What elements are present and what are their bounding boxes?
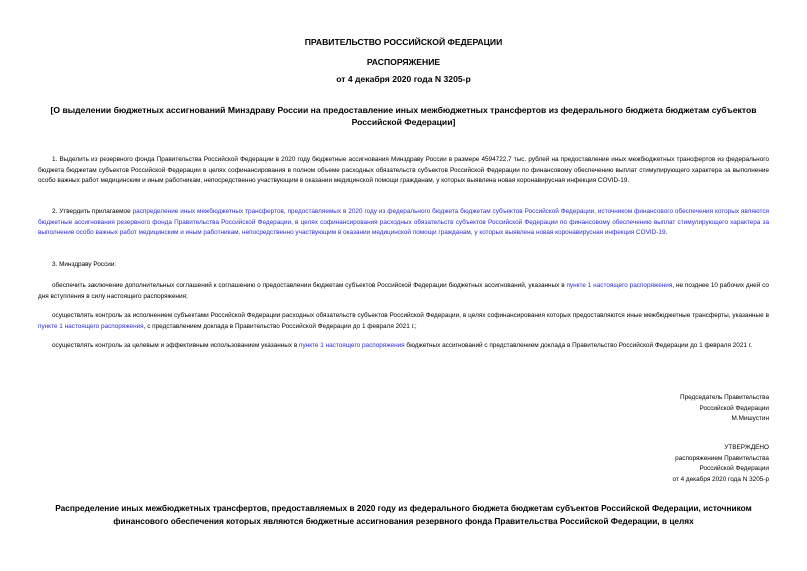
government-heading: ПРАВИТЕЛЬСТВО РОССИЙСКОЙ ФЕДЕРАЦИИ: [304, 37, 503, 47]
clause-1-link[interactable]: пункте 1 настоящего распоряжения: [38, 322, 144, 330]
paragraph-6: [38, 341, 769, 352]
approval-block: [672, 443, 769, 485]
signature-name: М.Мишустин: [731, 415, 769, 422]
paragraph-6-prefix: осуществлять контроль за целевым и эффективным использованием указанных в: [52, 342, 300, 349]
paragraph-2: [38, 207, 769, 239]
approval-heading: УТВЕРЖДЕНО: [724, 444, 769, 451]
paragraph-4: [38, 281, 769, 302]
approval-line-2: распоряжением Правительства: [675, 454, 769, 462]
paragraph-5: [38, 311, 769, 332]
paragraph-1-text: 1. Выделить из резервного фонда Правительства Российской Федерации в 2020 году бюджетные ассигнования Минздраву России в размере 4594722,7 тыс. рублей на предоставление иных межбюджетных трансфертов из федерального бюджета бюджетам субъектов Российской Федерации в целях софинансирования в полном объеме расходных обязательств субъектов Российской Федерации по финансовому обеспечению выплат стимулирующего характера за выполнение особо важных работ медицинским и иным работникам, непосредственно участвующим в оказании медицинской помощи гражданам, у которых выявлена новая коронавирусная инфекция COVID-19.: [38, 156, 769, 184]
clause-1-link[interactable]: пункте 1 настоящего распоряжения: [566, 282, 673, 289]
clause-1-link[interactable]: пункте 1 настоящего распоряжения: [299, 342, 405, 349]
approval-date-number: от 4 декабря 2020 года N 3205-р: [672, 475, 769, 483]
approval-line-3: Российской Федерации: [699, 465, 769, 472]
signature-block: [680, 393, 769, 425]
paragraph-2-prefix: 2. Утвердить прилагаемое: [52, 208, 133, 215]
paragraph-4-suffix: , не позднее 10 рабочих дней со дня вступления в силу настоящего распоряжения;: [38, 282, 769, 300]
document-title: [О выделении бюджетных ассигнований Минздраву России на предоставление иных межбюджетных трансфертов из федерального бюджета бюджетам субъектов Российской Федерации]: [50, 105, 757, 127]
paragraph-4-prefix: обеспечить заключение дополнительных соглашений к соглашению о предоставлении бюджетам субъектов Российской Федерации бюджетных ассигнований, указанных в: [52, 282, 567, 289]
paragraph-5-suffix: , с представлением доклада в Правительство Российской Федерации до 1 февраля 2021 г.;: [143, 322, 417, 330]
document-date-number: от 4 декабря 2020 года N 3205-р: [336, 74, 471, 84]
appendix-title: Распределение иных межбюджетных трансфертов, предоставляемых в 2020 году из федерального бюджета бюджетам субъектов Российской Федерации, источником финансового обеспечения которых являются бюджетные ассигнования резервного фонда Правительства Российской Федерации, в целях: [55, 503, 752, 526]
paragraph-6-suffix: бюджетных ассигнований с представлением доклада в Правительство Российской Федерации до 1 февраля 2021 г.: [404, 342, 753, 349]
paragraph-3: [38, 260, 769, 271]
distribution-link[interactable]: распределение иных межбюджетных трансфертов, предоставляемых в 2020 году из федерального бюджета бюджетам субъектов Российской Федерации, источником финансового обеспечения которых являются бюджетные ассигнования резервного фонда Правительства Российской Федерации, в целях софинансирования расходных обязательств субъектов Российской Федерации по финансовому обеспечению выплат стимулирующего характера за выполнение особо важных работ медицинским и иным работникам, непосредственно участвующим в оказании медицинской помощи гражданам, у которых выявлена новая коронавирусная инфекция COVID-19: [38, 208, 769, 236]
signature-organization: Российской Федерации: [699, 404, 769, 412]
paragraph-3-text: 3. Минздраву России:: [52, 261, 117, 268]
paragraph-2-suffix: .: [665, 229, 668, 236]
document-type-heading: РАСПОРЯЖЕНИЕ: [366, 57, 441, 67]
signature-position: Председатель Правительства: [680, 394, 769, 401]
paragraph-5-prefix: осуществлять контроль за исполнением субъектами Российской Федерации расходных обязательств субъектов Российской Федерации, в целях софинансирования которых предоставляются иные межбюджетные трансферты, указанные в: [52, 312, 769, 319]
paragraph-1: [38, 155, 769, 187]
